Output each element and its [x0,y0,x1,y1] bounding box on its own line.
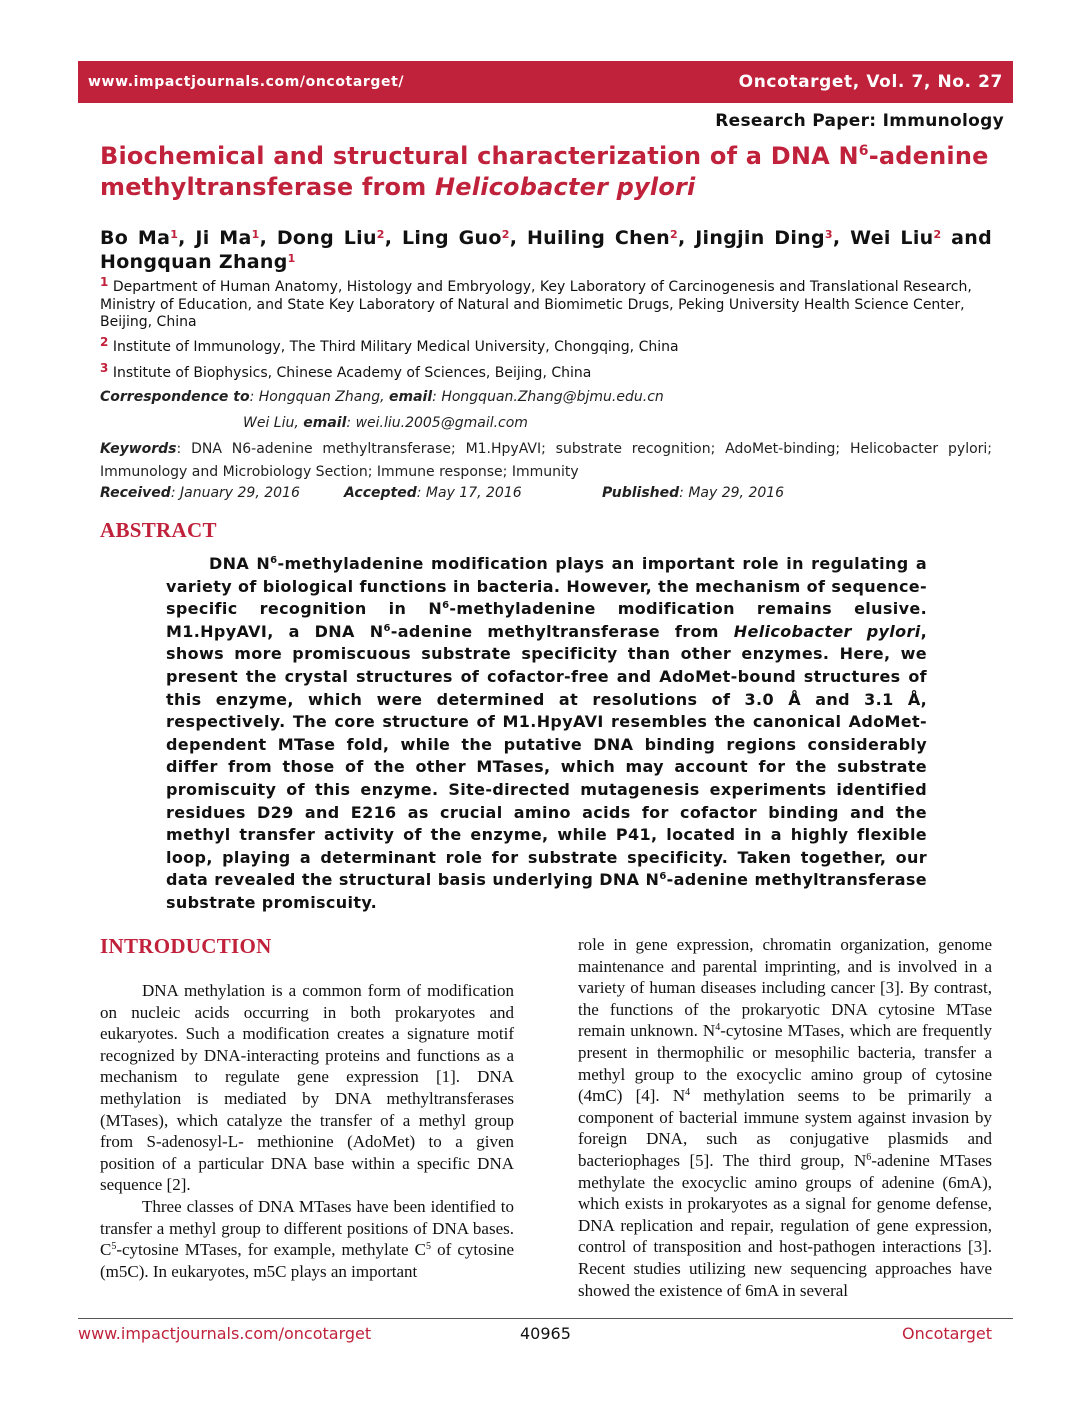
author[interactable]: Dong Liu$^2$ [276,227,385,249]
author[interactable]: Hongquan Zhang$^1$ [100,251,296,273]
article-title: Biochemical and structural characterization of a DNA $N^6$-adenine methyltransferase from Helicobacter pylori [100,142,989,201]
author[interactable]: Huiling Chen$^2$ [526,227,678,249]
intro-paragraph: Three classes of DNA MTases have been identified to transfer a methyl group to different positions of DNA bases. $C^5$-cytosine MTases, for example, methylate $C^5$ of cytosine (m5C). In eukaryotes, m5C plays an important [100,1196,514,1281]
correspondence: Correspondence to: Hongquan Zhang, email: Hongquan.Zhang@bjmu.edu.cn [100,389,664,405]
author[interactable]: Jingjin Ding$^3$ [695,227,833,249]
author[interactable]: Ji Ma$^1$ [195,227,260,249]
intro-left-column [100,980,514,1282]
email-link[interactable]: Hongquan.Zhang@bjmu.edu.cn [441,389,664,405]
article-section: Research Paper: Immunology [715,111,1004,131]
introduction-heading: INTRODUCTION [100,934,272,958]
page-number: 40965 [520,1324,571,1343]
author[interactable]: Bo Ma$^1$ [100,227,179,249]
accepted-date: Accepted: May 17, 2016 [344,485,522,501]
correspondence-2: Wei Liu, email: wei.liu.2005@gmail.com [243,415,528,431]
affiliation-3: 3 Institute of Biophysics, Chinese Academy of Sciences, Beijing, China [100,361,592,381]
header-bar [78,61,1013,103]
affiliation-2: 2 Institute of Immunology, The Third Military Medical University, Chongqing, China [100,335,679,355]
affiliation-1: 1 Department of Human Anatomy, Histology and Embryology, Key Laboratory of Carcinogenesis and Translational Research, Ministry of Education, and State Key Laboratory of Natural and Biomimetic Drugs, Peking University Health Science Center, Beijing, China [100,275,972,330]
footer-divider [78,1318,1013,1319]
footer-url-link[interactable]: www.impactjournals.com/oncotarget [78,1324,372,1343]
email-link[interactable]: wei.liu.2005@gmail.com [355,415,528,431]
journal-url-link[interactable]: www.impactjournals.com/oncotarget/ [88,74,405,90]
received-date: Received: January 29, 2016 [100,485,300,501]
keywords: Keywords: DNA N6-adenine methyltransferase; M1.HpyAVI; substrate recognition; AdoMet-binding; Helicobacter pylori; Immunology and Microbiology Section; Immune response; Immunity [100,441,993,480]
intro-paragraph: role in gene expression, chromatin organization, genome maintenance and parental imprinting, and is involved in a variety of human diseases including cancer [3]. By contrast, the functions of the prokaryotic DNA cytosine MTase remain unknown. $N^4$-cytosine MTases, which are frequently present in thermophilic or mesophilic bacteria, transfer a methyl group to the exocyclic amino group of cytosine (4mC) [4]. $N^4$ methylation seems to be primarily a component of bacterial immune system against invasion by foreign DNA, such as conjugative plasmids and bacteriophages [5]. The third group, $N^6$-adenine MTases methylate the exocyclic amino groups of adenine (6mA), which exists in prokaryotes as a signal for genome defense, DNA replication and repair, regulation of gene expression, control of transposition and host-pathogen interactions [3]. Recent studies utilizing new sequencing approaches have showed the existence of 6mA in several [578,935,993,1300]
author[interactable]: Wei Liu$^2$ [850,227,942,249]
intro-right-column [578,934,992,1301]
abstract-text: DNA $N^6$-methyladenine modification plays an important role in regulating a variety of biological functions in bacteria. However, the mechanism of sequence-specific recognition in $N^6$-methyladenine modification remains elusive. M1.HpyAVI, a DNA $N^6$-adenine methyltransferase from Helicobacter pylori, shows more promiscuous substrate specificity than other enzymes. Here, we present the crystal structures of cofactor-free and AdoMet-bound structures of this enzyme, which were determined at resolutions of 3.0 Å and 3.1 Å, respectively. The core structure of M1.HpyAVI resembles the canonical AdoMet-dependent MTase fold, while the putative DNA binding regions considerably differ from those of the other MTases, which may account for the substrate promiscuity of this enzyme. Site-directed mutagenesis experiments identified residues D29 and E216 as crucial amino acids for cofactor binding and the methyl transfer activity of the enzyme, while P41, located in a highly flexible loop, playing a determinant role for substrate specificity. Taken together, our data revealed the structural basis underlying DNA $N^6$-adenine methyltransferase substrate promiscuity. [166,554,928,912]
author-list-continued [100,246,296,275]
journal-volume: Oncotarget, Vol. 7, No. 27 [738,72,1003,92]
abstract-heading: ABSTRACT [100,518,217,542]
author-list: Bo Ma$^1$, Ji Ma$^1$, Dong Liu$^2$, Ling Guo$^2$, Huiling Chen$^2$, Jingjin Ding$^3$, Wei Liu$^2$ and [100,227,993,249]
author[interactable]: Ling Guo$^2$ [402,227,510,249]
published-date: Published: May 29, 2016 [602,485,785,501]
intro-paragraph: DNA methylation is a common form of modification on nucleic acids occurring in both prokaryotes and eukaryotes. Such a modification creates a signature motif recognized by DNA-interacting proteins and functions as a mechanism to regulate gene expression [1]. DNA methylation is mediated by DNA methyltransferases (MTases), which catalyze the transfer of a methyl group from S-adenosyl-L- methionine (AdoMet) to a given position of a particular DNA base within a specific DNA sequence [2]. [100,981,514,1195]
footer-journal: Oncotarget [902,1324,992,1343]
